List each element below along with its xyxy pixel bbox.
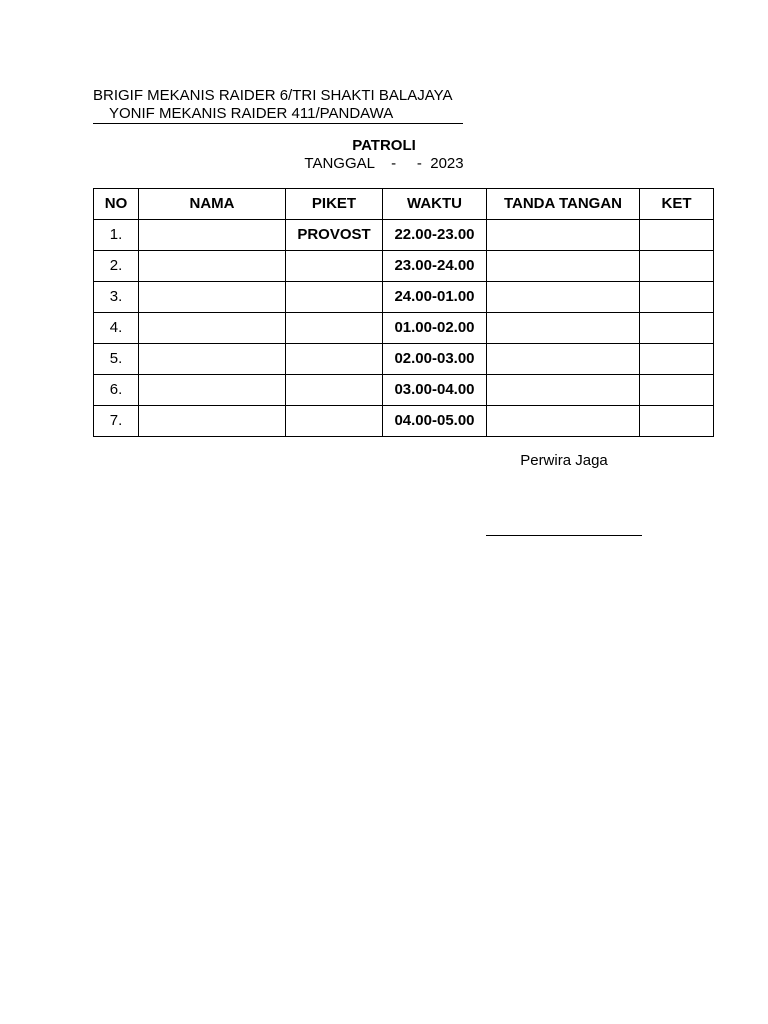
cell-waktu: 02.00-03.00 — [383, 344, 487, 375]
cell-piket — [286, 344, 383, 375]
patrol-table — [93, 188, 714, 437]
cell-piket — [286, 313, 383, 344]
cell-waktu: 23.00-24.00 — [383, 251, 487, 282]
cell-nama — [139, 313, 286, 344]
cell-nama — [139, 375, 286, 406]
cell-waktu: 22.00-23.00 — [383, 220, 487, 251]
table-row — [94, 282, 714, 313]
document-title: PATROLI — [352, 137, 416, 154]
table-row — [94, 313, 714, 344]
cell-tanda-tangan — [487, 375, 640, 406]
cell-nama — [139, 282, 286, 313]
cell-ket — [640, 282, 714, 313]
letterhead — [93, 86, 465, 124]
cell-no: 5. — [94, 344, 139, 375]
column-header-ket: KET — [640, 189, 714, 220]
column-header-piket: PIKET — [286, 189, 383, 220]
table-row — [94, 406, 714, 437]
cell-ket — [640, 406, 714, 437]
cell-ket — [640, 313, 714, 344]
cell-waktu: 24.00-01.00 — [383, 282, 487, 313]
cell-no: 7. — [94, 406, 139, 437]
cell-ket — [640, 375, 714, 406]
cell-tanda-tangan — [487, 406, 640, 437]
cell-tanda-tangan — [487, 313, 640, 344]
table-row — [94, 220, 714, 251]
cell-waktu: 01.00-02.00 — [383, 313, 487, 344]
signature-line — [486, 535, 642, 536]
org-name-battalion: YONIF MEKANIS RAIDER 411/PANDAWA — [93, 105, 463, 124]
table-row — [94, 251, 714, 282]
cell-nama — [139, 344, 286, 375]
cell-nama — [139, 220, 286, 251]
cell-piket — [286, 251, 383, 282]
cell-tanda-tangan — [487, 344, 640, 375]
column-header-nama: NAMA — [139, 189, 286, 220]
column-header-tanda-tangan: TANDA TANGAN — [487, 189, 640, 220]
cell-tanda-tangan — [487, 282, 640, 313]
document-title-block — [0, 137, 768, 172]
cell-tanda-tangan — [487, 251, 640, 282]
table-row — [94, 344, 714, 375]
cell-nama — [139, 251, 286, 282]
cell-no: 4. — [94, 313, 139, 344]
cell-piket — [286, 282, 383, 313]
table-row — [94, 375, 714, 406]
cell-nama — [139, 406, 286, 437]
org-name-brigade: BRIGIF MEKANIS RAIDER 6/TRI SHAKTI BALAJAYA — [93, 87, 453, 104]
cell-no: 3. — [94, 282, 139, 313]
signature-label: Perwira Jaga — [520, 452, 608, 469]
cell-ket — [640, 220, 714, 251]
cell-piket — [286, 406, 383, 437]
cell-no: 6. — [94, 375, 139, 406]
column-header-no: NO — [94, 189, 139, 220]
cell-waktu: 04.00-05.00 — [383, 406, 487, 437]
document-date-line: TANGGAL - - 2023 — [304, 155, 464, 172]
cell-ket — [640, 251, 714, 282]
cell-waktu: 03.00-04.00 — [383, 375, 487, 406]
cell-no: 1. — [94, 220, 139, 251]
cell-no: 2. — [94, 251, 139, 282]
cell-ket — [640, 344, 714, 375]
column-header-waktu: WAKTU — [383, 189, 487, 220]
cell-piket — [286, 375, 383, 406]
table-header-row — [94, 189, 714, 220]
cell-piket: PROVOST — [286, 220, 383, 251]
cell-tanda-tangan — [487, 220, 640, 251]
